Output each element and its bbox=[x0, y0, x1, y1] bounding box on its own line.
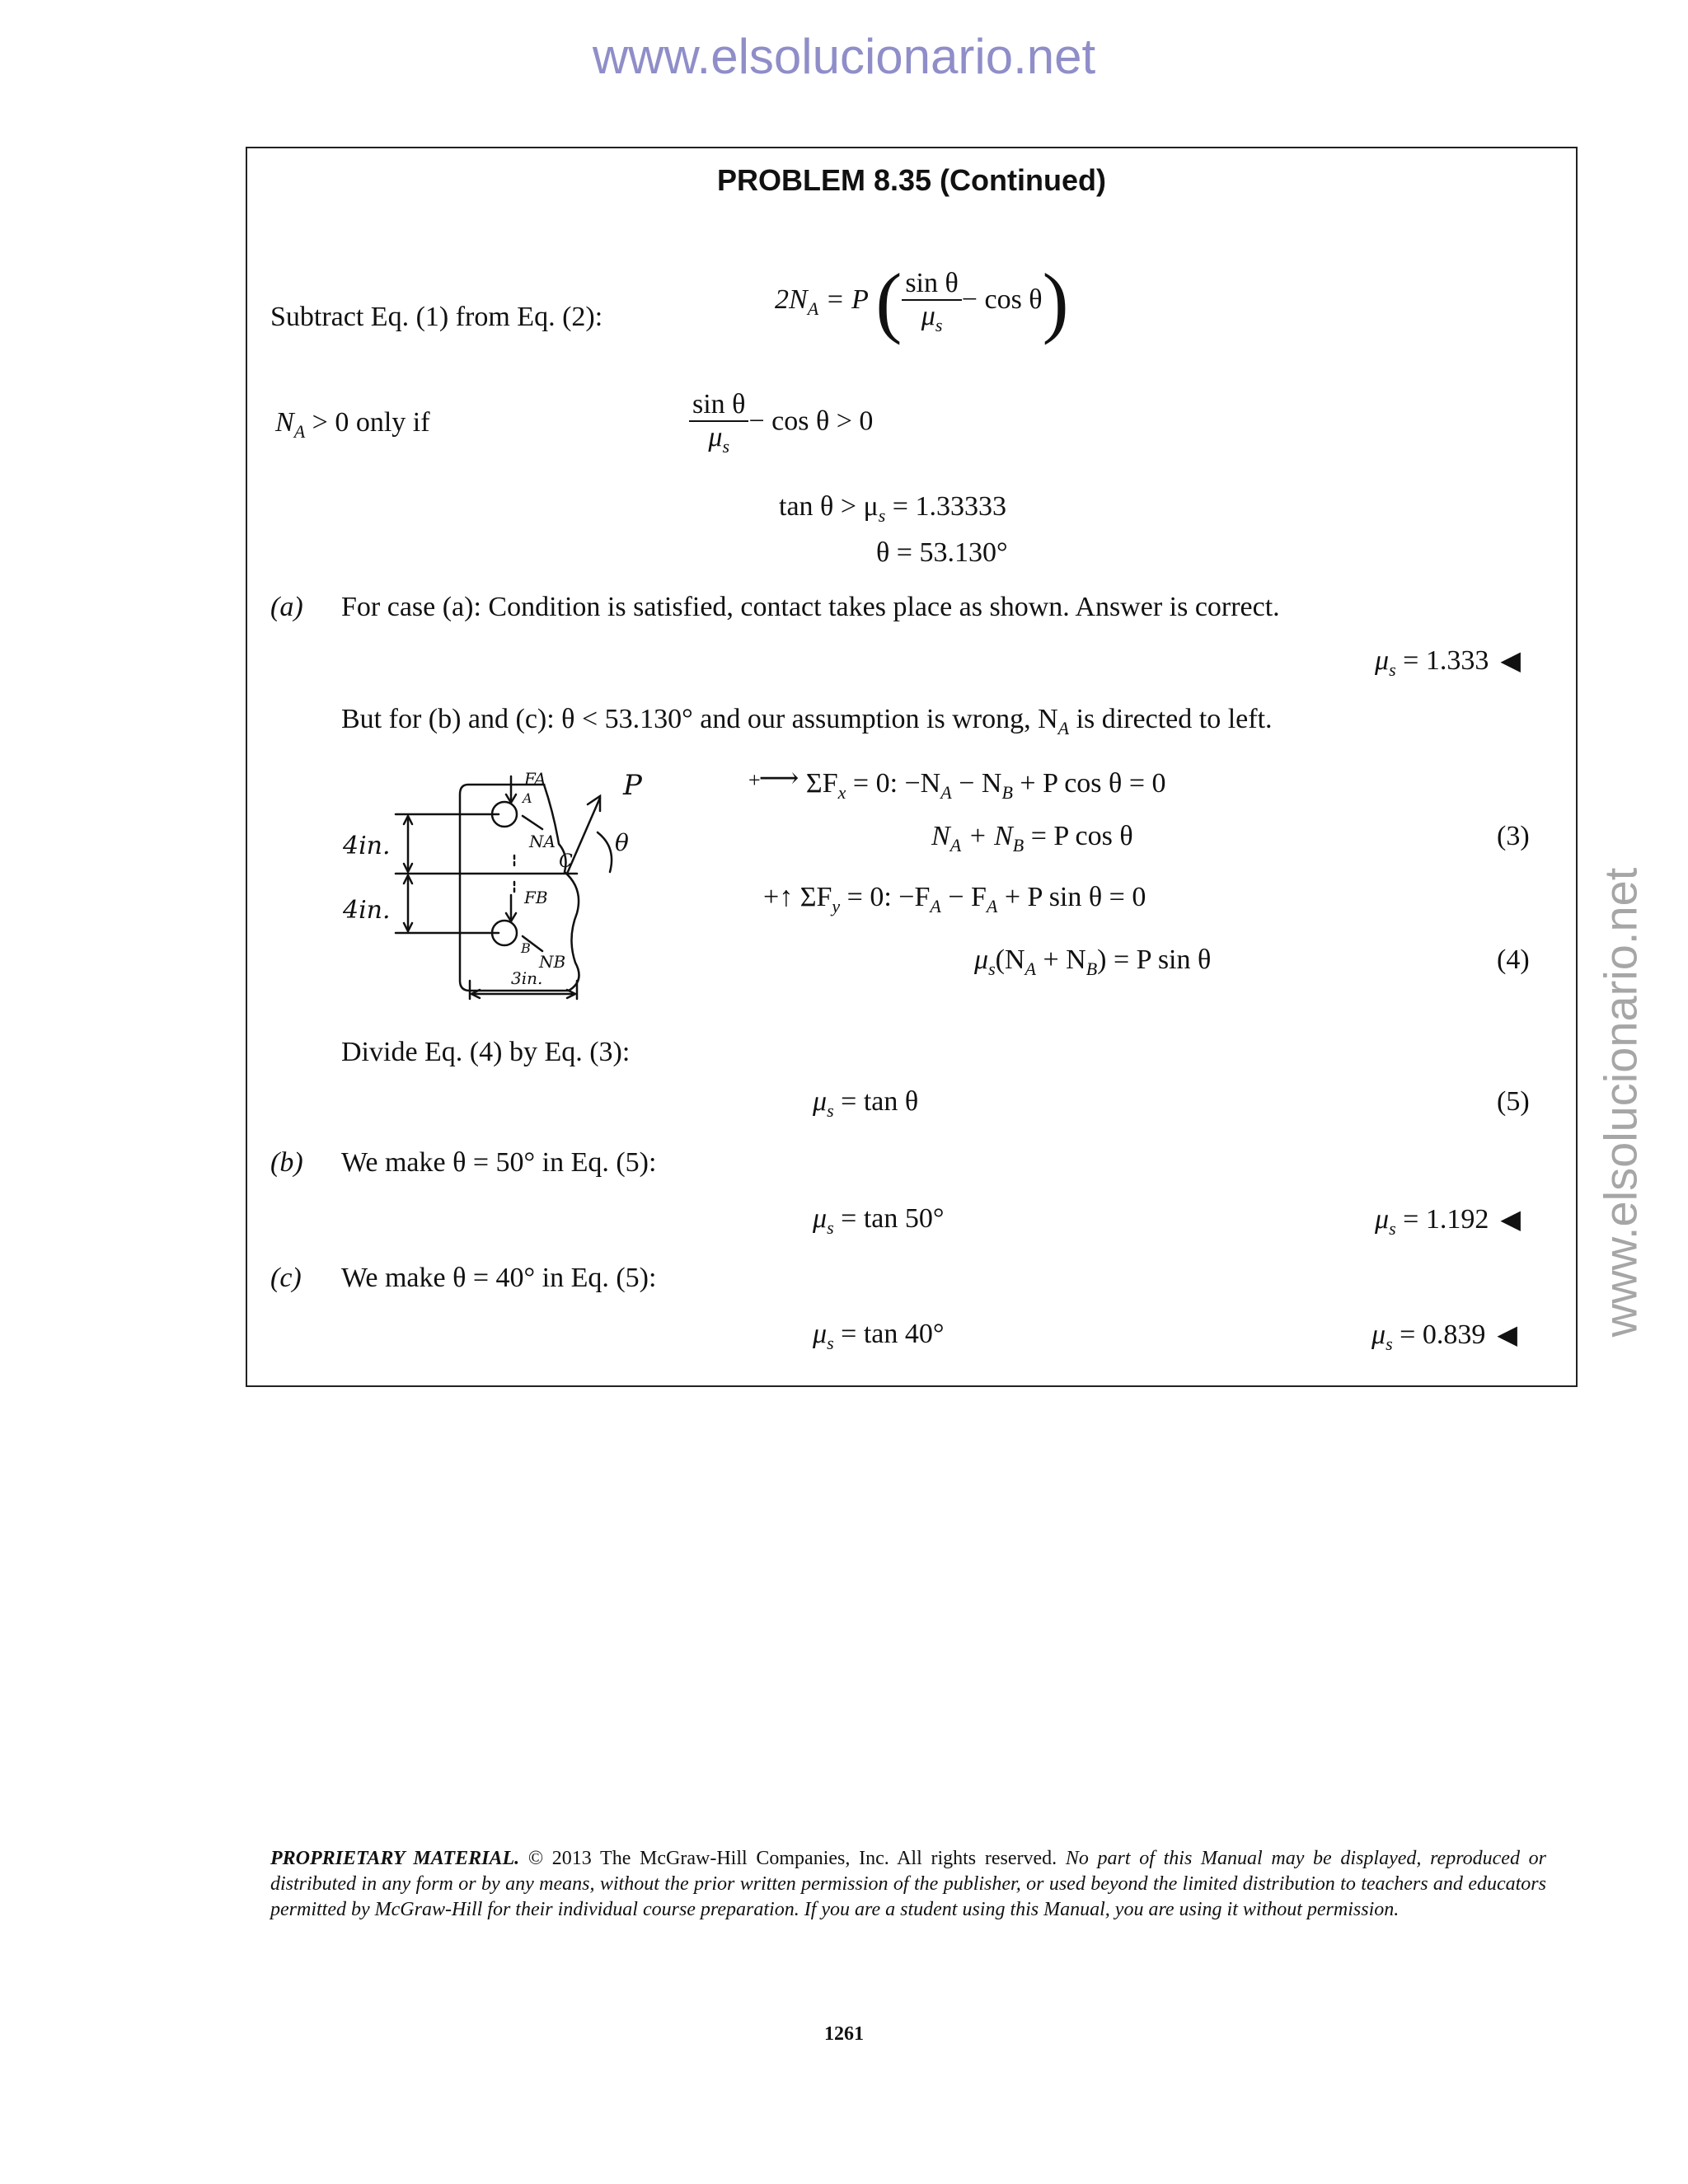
theta-value: θ = 53.130° bbox=[876, 537, 1008, 568]
divide-label: Divide Eq. (4) by Eq. (3): bbox=[341, 1037, 631, 1067]
answer-marker-icon: ◀ bbox=[1500, 645, 1521, 675]
a-label: A bbox=[523, 790, 532, 806]
fa-label: FA bbox=[524, 769, 546, 789]
up-arrow-icon: ↑ bbox=[779, 882, 794, 912]
part-c-text: We make θ = 40° in Eq. (5): bbox=[341, 1263, 657, 1293]
footer-lead: PROPRIETARY MATERIAL. bbox=[270, 1848, 520, 1869]
footer-notice bbox=[270, 1846, 1546, 1923]
part-b-text: We make θ = 50° in Eq. (5): bbox=[341, 1147, 657, 1178]
tan-inequality: $\tan \theta > \mu_s = 1.33333$ bbox=[779, 491, 1006, 526]
part-b-tag: (b) bbox=[270, 1147, 303, 1178]
page-number: 1261 bbox=[824, 2023, 864, 2045]
answer-marker-icon: ◀ bbox=[1497, 1319, 1517, 1349]
watermark-top: www.elsolucionario.net bbox=[592, 29, 1096, 84]
part-c-tag: (c) bbox=[270, 1263, 302, 1293]
free-body-diagram bbox=[338, 765, 643, 1004]
eq3: $N_A + N_B = P$ cos θ bbox=[931, 821, 1133, 855]
part-c-equation: $\mu_s = \tan 40^\circ$ bbox=[813, 1319, 945, 1353]
sum-fx-equation: +⟶ $\Sigma F_x = 0$: $-N_A - N_B + P$ cos θ = 0 bbox=[748, 763, 1166, 803]
part-a-text: For case (a): Condition is satisfied, contact takes place as shown. Answer is correct. bbox=[341, 592, 1280, 622]
sum-fy-equation: +↑ $\Sigma F_y = 0$: $-F_A - F_A + P$ sin θ = 0 bbox=[763, 882, 1146, 916]
problem-title: PROBLEM 8.35 (Continued) bbox=[716, 163, 1106, 197]
step1-fraction: $\frac{\text{sin θ}}{\mu_s}$ bbox=[902, 268, 961, 336]
footer-copyright: © 2013 The McGraw-Hill Companies, Inc. All rights reserved. bbox=[519, 1848, 1066, 1869]
part-a-tag: (a) bbox=[270, 592, 303, 622]
step1-equation: $2N_A = P$ ( $\frac{\text{sin θ}}{\mu_s}$ − cos θ) bbox=[775, 257, 1069, 345]
na-label: NA bbox=[529, 832, 556, 851]
nb-label: NB bbox=[539, 952, 566, 972]
eq4: $\mu_s(N_A + N_B) = P$ sin θ bbox=[974, 944, 1212, 979]
fb-label: FB bbox=[524, 888, 548, 907]
c-label: C bbox=[559, 851, 573, 872]
part-b-answer: $\mu_s = 1.192$ ◀ bbox=[1375, 1204, 1521, 1239]
answer-marker-icon: ◀ bbox=[1500, 1204, 1521, 1234]
right-arrow-icon: +⟶ bbox=[748, 763, 799, 794]
condition-equation: $\frac{\text{sin θ}}{\mu_s}$ − cos θ > 0 bbox=[689, 389, 873, 457]
part-a-answer: $\mu_s = 1.333$ ◀ bbox=[1375, 645, 1521, 680]
dim-top-label: 4in. bbox=[343, 832, 391, 860]
but-line: But for (b) and (c): θ < 53.130° and our assumption is wrong, $N_A$ is directed to left. bbox=[341, 704, 1273, 738]
footer-notice-text: No part of this Manual may be displayed, reproduced or distributed in any form or by any means, without the prior written permission of the publisher, or used beyond the limited distribution to teachers and educators permitted by McGraw-Hill for their individual course preparation. If you are a student using this Manual, you are using it without permission. bbox=[270, 1848, 1546, 1920]
dim-bottom-label: 4in. bbox=[343, 896, 391, 925]
part-b-equation: $\mu_s = \tan 50^\circ$ bbox=[813, 1203, 945, 1238]
step1-label: Subtract Eq. (1) from Eq. (2): bbox=[270, 302, 603, 332]
eq3-number: (3) bbox=[1497, 821, 1530, 851]
width-label: 3in. bbox=[511, 968, 543, 988]
watermark-side: www.elsolucionario.net bbox=[1594, 867, 1647, 1338]
b-label: B bbox=[521, 940, 531, 956]
eq4-number: (4) bbox=[1497, 944, 1530, 975]
part-c-answer: $\mu_s = 0.839$ ◀ bbox=[1372, 1319, 1517, 1354]
condition-label: $N_A > 0$ only if bbox=[275, 407, 430, 442]
theta-label: θ bbox=[615, 829, 629, 856]
eq5-number: (5) bbox=[1497, 1086, 1530, 1117]
eq5: $\mu_s = \tan \theta$ bbox=[813, 1086, 919, 1121]
p-label: P bbox=[623, 769, 642, 802]
